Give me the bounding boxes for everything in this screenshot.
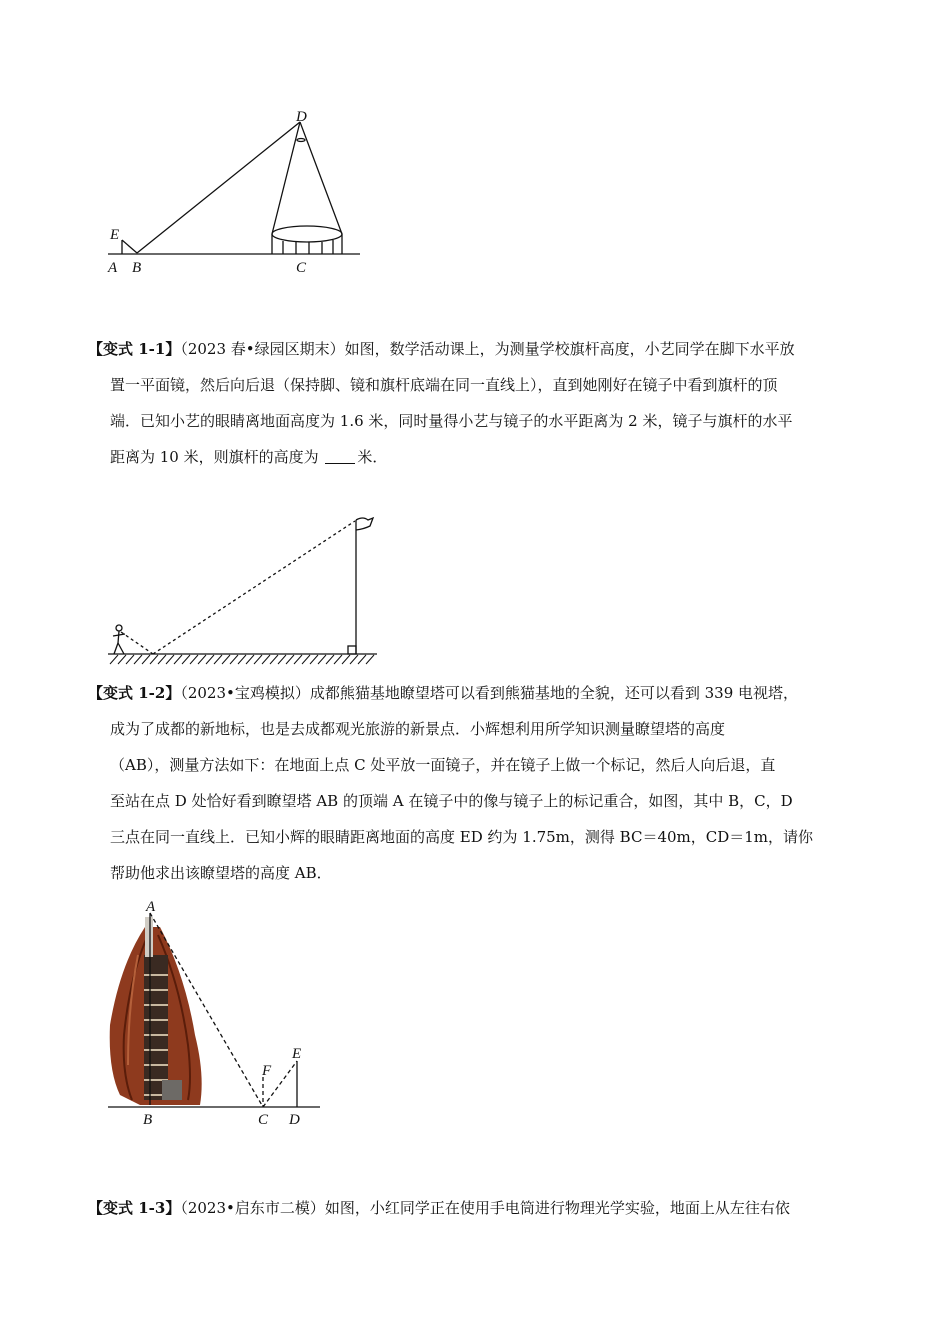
problem-tag: 【变式 1-1】 <box>88 340 181 358</box>
problem-1-3 <box>88 1190 878 1226</box>
label-D: D <box>296 109 307 125</box>
problem-text-line: （AB），测量方法如下：在地面上点 C 处平放一面镜子，并在镜子上做一个标记，然后人向后退，直 <box>110 756 776 774</box>
label-A: A <box>108 260 118 276</box>
problem-text-line: 置一平面镜，然后向后退（保持脚、镜和旗杆底端在同一直线上），直到她刚好在镜子中看到旗杆的顶 <box>110 376 778 394</box>
problem-text-line: 成都熊猫基地瞭望塔可以看到熊猫基地的全貌，还可以看到 339 电视塔， <box>309 684 799 702</box>
problem-tag: 【变式 1-3】 <box>88 1199 181 1217</box>
problem-text-line: 至站在点 D 处恰好看到瞭望塔 AB 的顶端 A 在镜子中的像与镜子上的标记重合，如图，其中 B，C，D <box>110 792 793 810</box>
label-B: B <box>143 1112 153 1128</box>
figure-tower-mirror <box>100 108 370 283</box>
label-E: E <box>292 1046 302 1062</box>
problem-text-line: 帮助他求出该瞭望塔的高度 AB． <box>110 864 332 882</box>
problem-source: （2023•宝鸡模拟） <box>180 684 310 702</box>
problem-text-line: 如图，数学活动课上，为测量学校旗杆高度，小艺同学在脚下水平放 <box>344 340 795 358</box>
tower-image <box>110 917 202 1105</box>
figure-flagpole-mirror <box>105 512 380 667</box>
label-F: F <box>262 1063 272 1079</box>
problem-1-1 <box>88 331 878 475</box>
label-E: E <box>110 227 120 243</box>
problem-text-line: 端．已知小艺的眼睛离地面高度为 1.6 米，同时量得小艺与镜子的水平距离为 2 米，镜子与旗杆的水平 <box>110 412 793 430</box>
label-C: C <box>296 260 307 276</box>
figure-observation-tower <box>100 895 330 1130</box>
problem-text-line: 距离为 10 米，则旗杆的高度为 <box>110 448 319 466</box>
label-C: C <box>258 1112 269 1128</box>
label-B: B <box>132 260 142 276</box>
problem-text-line: 成为了成都的新地标，也是去成都观光旅游的新景点．小辉想利用所学知识测量瞭望塔的高度 <box>110 720 726 738</box>
answer-blank[interactable] <box>325 449 355 464</box>
problem-1-2 <box>88 675 878 891</box>
label-A: A <box>146 899 156 915</box>
problem-source: （2023•启东市二模） <box>180 1199 325 1217</box>
problem-text-line: 米． <box>357 448 388 466</box>
problem-source: （2023 春•绿园区期末） <box>180 340 345 358</box>
problem-text-line: 三点在同一直线上．已知小辉的眼睛距离地面的高度 ED 约为 1.75m，测得 BC＝40m，CD＝1m，请你 <box>110 828 814 846</box>
problem-tag: 【变式 1-2】 <box>88 684 181 702</box>
problem-text-line: 如图，小红同学正在使用手电筒进行物理光学实验，地面上从左往右依 <box>324 1199 790 1217</box>
label-D: D <box>289 1112 300 1128</box>
